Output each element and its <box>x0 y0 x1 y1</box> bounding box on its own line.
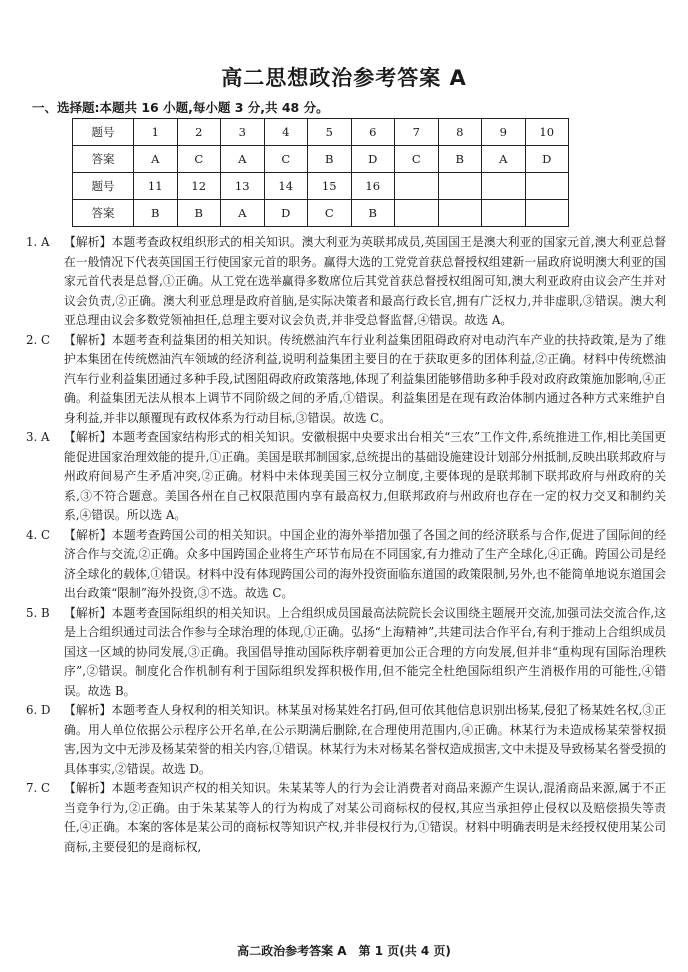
answer-table-cell: B <box>177 200 221 227</box>
question-number-answer: 1. A <box>26 235 50 249</box>
answer-table-row <box>73 173 569 200</box>
explanation-text: 【解析】本题考查政权组织形式的相关知识。澳大利亚为英联邦成员,英国国王是澳大利亚的国家元首,澳大利亚总督在一般情况下代表英国国王行使国家元首的职务。赢得大选的工党党首获总督授权组建新一届政府说明澳大利亚的国家元首代表是总督,①正确。从工党在选举赢得多数席位后其党首获总督授权组阁可知,澳大利亚政府由议会产生并对议会负责,②正确。澳大利亚总理是政府首脑,是实际决策者和最高行政长官,拥有广泛权力,并非虚职,③错误。澳大利亚总理由议会多数党领袖担任,总理主要对议会负责,并非受总督监督,④错误。故选 A。 <box>64 235 666 327</box>
answer-table-cell: A <box>134 146 178 173</box>
answer-table-cell <box>482 173 526 200</box>
answer-table-cell: 6 <box>351 119 395 146</box>
answer-table-cell: 4 <box>264 119 308 146</box>
answer-table-cell <box>525 200 569 227</box>
answer-table-cell <box>395 200 439 227</box>
explanation-item <box>26 331 666 429</box>
answer-table-cell: 2 <box>177 119 221 146</box>
answer-table-header-cell: 答案 <box>73 146 134 173</box>
section-heading: 一、选择题:本题共 16 小题,每小题 3 分,共 48 分。 <box>32 100 329 115</box>
answer-table-cell: 15 <box>308 173 352 200</box>
answer-table-cell: 13 <box>221 173 265 200</box>
answer-table-cell <box>438 173 482 200</box>
page-footer: 高二政治参考答案 A 第 1 页(共 4 页) <box>237 944 451 958</box>
answer-table-cell: A <box>221 146 265 173</box>
explanation-text: 【解析】本题考查知识产权的相关知识。朱某某等人的行为会让消费者对商品来源产生误认,混淆商品来源,属于不正当竞争行为,②正确。由于朱某某等人的行为构成了对某公司商标权的侵权,其应当承担停止侵权以及赔偿损失等责任,④正确。本案的客体是某公司的商标权等知识产权,并非侵权行为,①错误。材料中明确表明是未经授权使用某公司商标,主要侵犯的是商标权, <box>64 781 666 854</box>
answer-table-cell: 16 <box>351 173 395 200</box>
answer-table-cell <box>438 200 482 227</box>
answer-table-cell: 9 <box>482 119 526 146</box>
question-number-answer: 6. D <box>26 703 51 717</box>
question-number-answer: 5. B <box>26 605 50 620</box>
answer-table-cell: 7 <box>395 119 439 146</box>
answer-table-cell: A <box>221 200 265 227</box>
answer-table-cell: C <box>264 146 308 173</box>
answer-table-cell: A <box>482 146 526 173</box>
answer-table-cell: B <box>308 146 352 173</box>
explanation-text: 【解析】本题考查人身权利的相关知识。林某虽对杨某姓名打码,但可依其他信息识别出杨某,侵犯了杨某姓名权,③正确。用人单位依据公示程序公开名单,在公示期满后删除,在合理使用范围内,④正确。林某行为未造成杨某荣誉权损害,因为文中无涉及杨某荣誉的相关内容,①错误。林某行为未对杨某名誉权造成损害,文中未提及导致杨某名誉受损的具体事实,②错误。故选 D。 <box>64 703 666 776</box>
explanation-text: 【解析】本题考查国际组织的相关知识。上合组织成员国最高法院院长会议围绕主题展开交流,加强司法交流合作,这是上合组织通过司法合作参与全球治理的体现,①正确。弘扬“上海精神”,共建司法合作平台,有利于推动上合组织成员国这一区域的协同发展,③正确。我国倡导推动国际秩序朝着更加公正合理的方向发展,但并非“重构现有国际治理秩序”,②错误。制度化合作机制有利于国际组织发挥积极作用,但不能完全杜绝国际组织产生消极作用的可能性,④错误。故选 B。 <box>64 605 666 698</box>
explanation-list <box>26 233 666 857</box>
question-number-answer: 3. A <box>26 430 50 444</box>
answer-table-cell <box>482 200 526 227</box>
answer-table-header-cell: 题号 <box>73 173 134 200</box>
explanation-item <box>26 604 666 702</box>
explanation-item <box>26 428 666 526</box>
page-title: 高二思想政治参考答案 A <box>221 66 467 90</box>
answer-table-cell: D <box>264 200 308 227</box>
answer-table-cell: B <box>134 200 178 227</box>
question-number-answer: 7. C <box>26 781 51 795</box>
answer-table-cell: C <box>177 146 221 173</box>
answer-table-header-cell: 题号 <box>73 119 134 146</box>
answer-table-header-cell: 答案 <box>73 200 134 227</box>
answer-table-cell: 1 <box>134 119 178 146</box>
explanation-text: 【解析】本题考查国家结构形式的相关知识。安徽根据中央要求出台相关“三农”工作文件,系统推进工作,相比美国更能促进国家治理效能的提升,①正确。美国是联邦制国家,总统提出的基础设施建设计划部分州抵制,反映出联邦政府与州政府间易产生矛盾冲突,②正确。材料中未体现美国三权分立制度,主要体现的是联邦制下联邦政府与州政府的关系,③不符合题意。美国各州在自己权限范围内享有最高权力,但联邦政府与州政府也存在一定的权力交叉和制约关系,④错误。所以选 A。 <box>64 430 666 522</box>
explanation-text: 【解析】本题考查跨国公司的相关知识。中国企业的海外举措加强了各国之间的经济联系与合作,促进了国际间的经济合作与交流,②正确。众多中国跨国企业将生产环节布局在不同国家,有力推动了生产全球化,④正确。跨国公司是经济全球化的载体,①错误。材料中没有体现跨国公司的海外投资面临东道国的政策限制,另外,也不能简单地说东道国会出台政策“限制”海外投资,③不选。故选 C。 <box>64 527 666 600</box>
answer-table-cell <box>525 173 569 200</box>
explanation-text: 【解析】本题考查利益集团的相关知识。传统燃油汽车行业利益集团阻碍政府对电动汽车产业的扶持政策,是为了维护本集团在传统燃油汽车领域的经济利益,说明利益集团主要目的在于获取更多的团体利益,②正确。材料中传统燃油汽车行业利益集团通过多种手段,试图阻碍政府政策落地,体现了利益集团能够借助多种手段对政府政策施加影响,④正确。利益集团无法从根本上调节不同阶级之间的矛盾,①错误。利益集团是在现有政治体制内通过各种方式来维护自身利益,并非以颠覆现有政权体系为行动目标,③错误。故选 C。 <box>64 332 666 425</box>
question-number-answer: 2. C <box>26 332 51 347</box>
answer-table-cell: 12 <box>177 173 221 200</box>
explanation-item <box>26 701 666 779</box>
answer-table-cell <box>395 173 439 200</box>
answer-table-cell: 10 <box>525 119 569 146</box>
answer-table-cell: B <box>438 146 482 173</box>
explanation-item <box>26 526 666 604</box>
answer-table <box>72 118 569 227</box>
answer-table-row <box>73 146 569 173</box>
answer-table-cell: C <box>308 200 352 227</box>
answer-table-cell: 3 <box>221 119 265 146</box>
explanation-item <box>26 233 666 331</box>
answer-table-cell: 5 <box>308 119 352 146</box>
answer-table-row <box>73 119 569 146</box>
answer-table-cell: B <box>351 200 395 227</box>
answer-table-cell: 8 <box>438 119 482 146</box>
answer-table-cell: D <box>525 146 569 173</box>
answer-table-cell: C <box>395 146 439 173</box>
question-number-answer: 4. C <box>26 527 51 542</box>
answer-table-cell: D <box>351 146 395 173</box>
explanation-item <box>26 779 666 857</box>
answer-table-cell: 11 <box>134 173 178 200</box>
answer-table-row <box>73 200 569 227</box>
answer-table-cell: 14 <box>264 173 308 200</box>
